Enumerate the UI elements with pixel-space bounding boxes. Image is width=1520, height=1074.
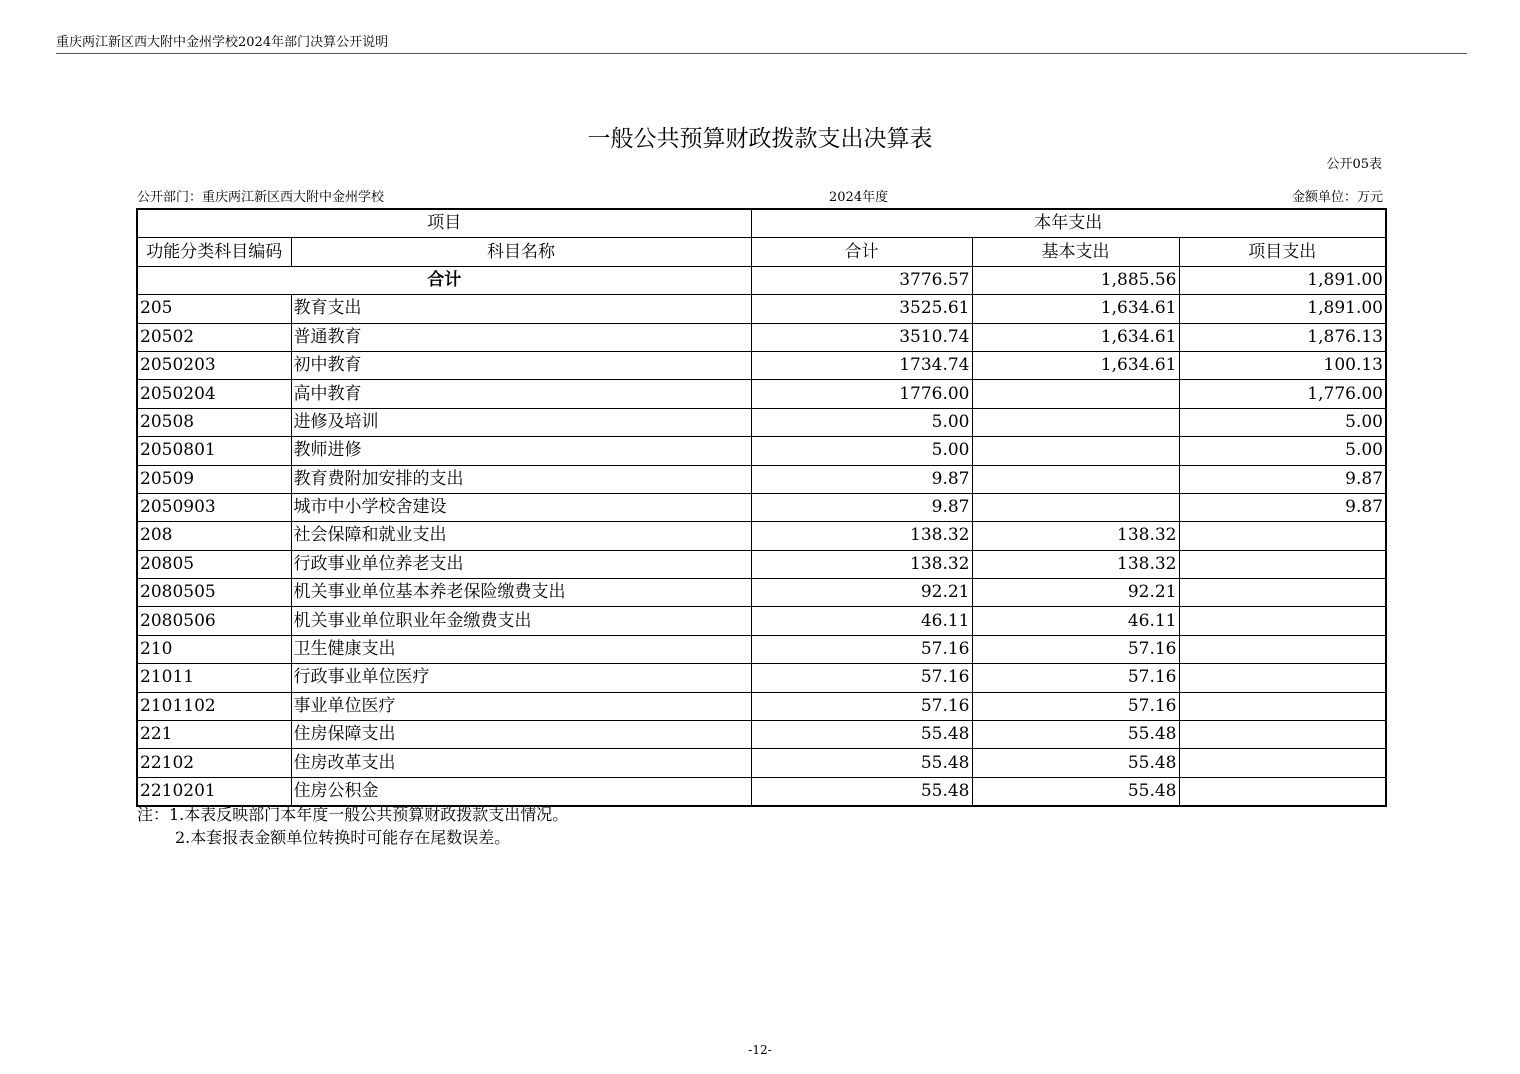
table-header-row-2 — [137, 238, 1386, 266]
row-name: 进修及培训 — [291, 408, 751, 436]
row-basic: 138.32 — [972, 550, 1179, 578]
table-row — [137, 664, 1386, 692]
row-basic — [972, 408, 1179, 436]
row-name: 事业单位医疗 — [291, 692, 751, 720]
row-basic: 46.11 — [972, 607, 1179, 635]
page-number: -12- — [748, 1043, 772, 1057]
row-basic: 55.48 — [972, 749, 1179, 777]
row-code: 2080505 — [137, 579, 291, 607]
row-project: 100.13 — [1179, 351, 1386, 379]
total-label: 合计 — [137, 266, 751, 294]
footnote-2: 2.本套报表金额单位转换时可能存在尾数误差。 — [175, 828, 511, 847]
row-name: 教育费附加安排的支出 — [291, 465, 751, 493]
table-row — [137, 635, 1386, 663]
row-name: 卫生健康支出 — [291, 635, 751, 663]
row-code: 20509 — [137, 465, 291, 493]
row-basic — [972, 465, 1179, 493]
row-basic: 92.21 — [972, 579, 1179, 607]
table-row — [137, 493, 1386, 521]
row-code: 22102 — [137, 749, 291, 777]
row-project — [1179, 550, 1386, 578]
table-row — [137, 692, 1386, 720]
row-name: 初中教育 — [291, 351, 751, 379]
row-name: 教育支出 — [291, 295, 751, 323]
row-project — [1179, 721, 1386, 749]
row-project: 5.00 — [1179, 437, 1386, 465]
row-code: 20508 — [137, 408, 291, 436]
total-amount: 3776.57 — [751, 266, 972, 294]
header-total: 合计 — [751, 238, 972, 266]
row-basic: 57.16 — [972, 692, 1179, 720]
header-name: 科目名称 — [291, 238, 751, 266]
row-code: 210 — [137, 635, 291, 663]
row-code: 21011 — [137, 664, 291, 692]
row-project: 1,891.00 — [1179, 295, 1386, 323]
row-name: 机关事业单位基本养老保险缴费支出 — [291, 579, 751, 607]
row-project — [1179, 579, 1386, 607]
row-total: 1776.00 — [751, 380, 972, 408]
header-divider — [56, 53, 1467, 54]
row-name: 行政事业单位养老支出 — [291, 550, 751, 578]
form-code: 公开05表 — [1326, 157, 1382, 172]
row-basic — [972, 380, 1179, 408]
table-row — [137, 465, 1386, 493]
table-row — [137, 522, 1386, 550]
row-code: 2101102 — [137, 692, 291, 720]
row-code: 2050204 — [137, 380, 291, 408]
row-total: 1734.74 — [751, 351, 972, 379]
table-header-row-1 — [137, 209, 1386, 238]
row-project — [1179, 664, 1386, 692]
row-total: 92.21 — [751, 579, 972, 607]
header-code: 功能分类科目编码 — [137, 238, 291, 266]
row-project — [1179, 635, 1386, 663]
table-row — [137, 777, 1386, 806]
row-name: 住房保障支出 — [291, 721, 751, 749]
row-total: 57.16 — [751, 692, 972, 720]
row-project — [1179, 607, 1386, 635]
amount-unit-label: 金额单位：万元 — [1291, 190, 1383, 205]
row-code: 2080506 — [137, 607, 291, 635]
row-name: 行政事业单位医疗 — [291, 664, 751, 692]
row-code: 221 — [137, 721, 291, 749]
row-code: 20502 — [137, 323, 291, 351]
row-total: 5.00 — [751, 408, 972, 436]
running-header: 重庆两江新区西大附中金州学校2024年部门决算公开说明 — [56, 35, 389, 50]
meta-row — [137, 186, 1383, 204]
row-basic: 1,634.61 — [972, 351, 1179, 379]
row-code: 2050903 — [137, 493, 291, 521]
row-basic: 1,634.61 — [972, 295, 1179, 323]
row-project: 9.87 — [1179, 493, 1386, 521]
fiscal-year-label: 2024年度 — [829, 190, 889, 205]
row-total: 55.48 — [751, 777, 972, 806]
table-row — [137, 408, 1386, 436]
row-basic: 57.16 — [972, 664, 1179, 692]
row-project: 9.87 — [1179, 465, 1386, 493]
header-current-year: 本年支出 — [751, 209, 1386, 238]
row-name: 高中教育 — [291, 380, 751, 408]
row-name: 住房改革支出 — [291, 749, 751, 777]
row-project: 1,876.13 — [1179, 323, 1386, 351]
row-code: 208 — [137, 522, 291, 550]
footnotes — [137, 803, 568, 849]
row-basic: 57.16 — [972, 635, 1179, 663]
row-total: 55.48 — [751, 749, 972, 777]
header-project-expense: 项目支出 — [1179, 238, 1386, 266]
row-total: 57.16 — [751, 664, 972, 692]
row-total: 138.32 — [751, 550, 972, 578]
total-project: 1,891.00 — [1179, 266, 1386, 294]
row-name: 城市中小学校舍建设 — [291, 493, 751, 521]
row-code: 2050801 — [137, 437, 291, 465]
row-basic — [972, 437, 1179, 465]
total-basic: 1,885.56 — [972, 266, 1179, 294]
row-name: 住房公积金 — [291, 777, 751, 806]
department-label: 公开部门：重庆两江新区西大附中金州学校 — [137, 190, 385, 205]
footnote-1: 注：1.本表反映部门本年度一般公共预算财政拨款支出情况。 — [137, 805, 569, 824]
page-title: 一般公共预算财政拨款支出决算表 — [587, 126, 933, 152]
table-row — [137, 721, 1386, 749]
total-row — [137, 266, 1386, 294]
row-name: 教师进修 — [291, 437, 751, 465]
row-basic: 55.48 — [972, 777, 1179, 806]
table-row — [137, 295, 1386, 323]
row-basic: 1,634.61 — [972, 323, 1179, 351]
row-basic — [972, 493, 1179, 521]
row-total: 9.87 — [751, 493, 972, 521]
row-basic: 138.32 — [972, 522, 1179, 550]
row-total: 57.16 — [751, 635, 972, 663]
table-row — [137, 607, 1386, 635]
row-code: 2050203 — [137, 351, 291, 379]
row-project — [1179, 692, 1386, 720]
table-row — [137, 749, 1386, 777]
row-project — [1179, 777, 1386, 806]
table-row — [137, 550, 1386, 578]
row-code: 205 — [137, 295, 291, 323]
row-project — [1179, 522, 1386, 550]
header-project: 项目 — [137, 209, 751, 238]
row-code: 2210201 — [137, 777, 291, 806]
table-row — [137, 323, 1386, 351]
table-row — [137, 351, 1386, 379]
row-project: 5.00 — [1179, 408, 1386, 436]
table-row — [137, 380, 1386, 408]
table-row — [137, 437, 1386, 465]
row-project — [1179, 749, 1386, 777]
expenditure-table — [136, 208, 1387, 807]
row-total: 5.00 — [751, 437, 972, 465]
row-total: 9.87 — [751, 465, 972, 493]
row-total: 3525.61 — [751, 295, 972, 323]
row-total: 46.11 — [751, 607, 972, 635]
row-total: 55.48 — [751, 721, 972, 749]
row-project: 1,776.00 — [1179, 380, 1386, 408]
header-basic: 基本支出 — [972, 238, 1179, 266]
row-code: 20805 — [137, 550, 291, 578]
table-row — [137, 579, 1386, 607]
row-total: 3510.74 — [751, 323, 972, 351]
row-name: 机关事业单位职业年金缴费支出 — [291, 607, 751, 635]
row-total: 138.32 — [751, 522, 972, 550]
row-name: 社会保障和就业支出 — [291, 522, 751, 550]
row-name: 普通教育 — [291, 323, 751, 351]
row-basic: 55.48 — [972, 721, 1179, 749]
